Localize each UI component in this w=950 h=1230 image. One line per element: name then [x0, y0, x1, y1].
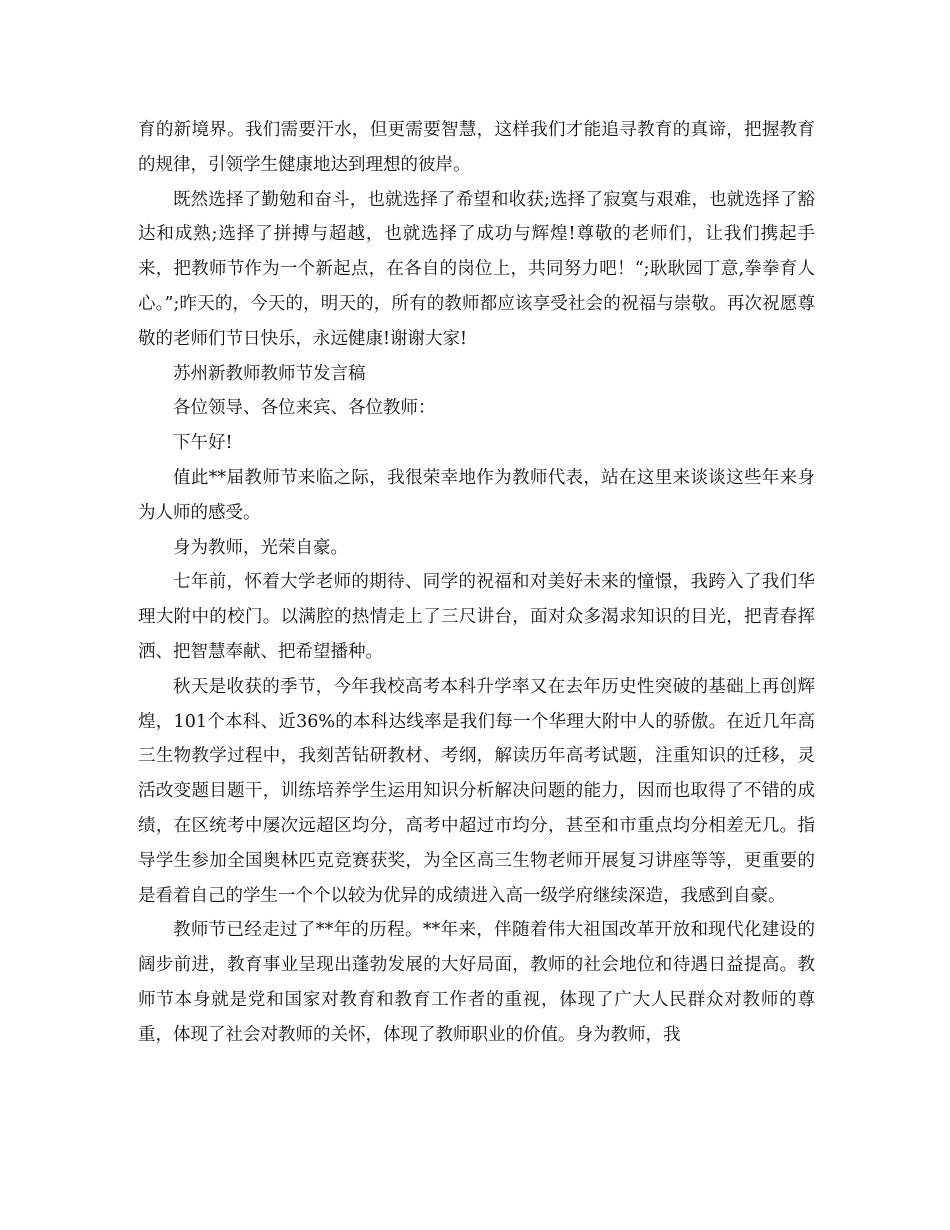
paragraph-autumn-harvest: 秋天是收获的季节，今年我校高考本科升学率又在去年历史性突破的基础上再创辉煌，101个本科、近36%的本科达线率是我们每一个华理大附中人的骄傲。在近几年高三生物教学过程中，我刻苦钻研教材、考纲，解读历年高考试题，注重知识的迁移，灵活改变题目题干，训练培养学生运用知识分析解决问题的能力，因而也取得了不错的成绩，在区统考中屡次远超区均分，高考中超过市均分，甚至和市重点均分相差无几。指导学生参加全国奥林匹克竞赛获奖，为全区高三生物老师开展复习讲座等等，更重要的是看着自己的学生一个个以较为优异的成绩进入高一级学府继续深造，我感到自豪。 — [138, 676, 815, 906]
paragraph-closing-remarks: 既然选择了勤勉和奋斗，也就选择了希望和收获;选择了寂寞与艰难，也就选择了豁达和成熟;选择了拼搏与超越，也就选择了成功与辉煌!尊敬的老师们，让我们携起手来，把教师节作为一个新起点，在各自的岗位上，共同努力吧！“;耿耿园丁意,拳拳育人心。”;昨天的，今天的，明天的，所有的教师都应该享受社会的祝福与崇敬。再次祝愿尊敬的老师们节日快乐，永远健康!谢谢大家! — [138, 189, 815, 349]
paragraph-pride: 身为教师，光荣自豪。 — [173, 537, 348, 558]
paragraph-introduction: 值此**届教师节来临之际，我很荣幸地作为教师代表，站在这里来谈谈这些年来身为人师的感受。 — [138, 467, 815, 523]
paragraph-continuation: 育的新境界。我们需要汗水，但更需要智慧，这样我们才能追寻教育的真谛，把握教育的规律，引领学生健康地达到理想的彼岸。 — [138, 120, 815, 175]
paragraph-seven-years-ago: 七年前，怀着大学老师的期待、同学的祝福和对美好未来的憧憬，我跨入了我们华理大附中的校门。以满腔的热情走上了三尺讲台，面对众多渴求知识的目光，把青春挥洒、把智慧奉献、把希望播种。 — [138, 572, 815, 662]
greeting: 下午好! — [173, 433, 233, 454]
speech-title: 苏州新教师教师节发言稿 — [173, 363, 366, 384]
paragraph-teachers-day-history: 教师节已经走过了**年的历程。**年来，伴随着伟大祖国改革开放和现代化建设的阔步前进，教育事业呈现出蓬勃发展的大好局面，教师的社会地位和待遇日益提高。教师节本身就是党和国家对教育和教育工作者的重视，体现了广大人民群众对教师的尊重，体现了社会对教师的关怀，体现了教师职业的价值。身为教师，我 — [138, 920, 815, 1045]
salutation: 各位领导、各位来宾、各位教师： — [173, 398, 436, 419]
document-body — [138, 113, 815, 1053]
